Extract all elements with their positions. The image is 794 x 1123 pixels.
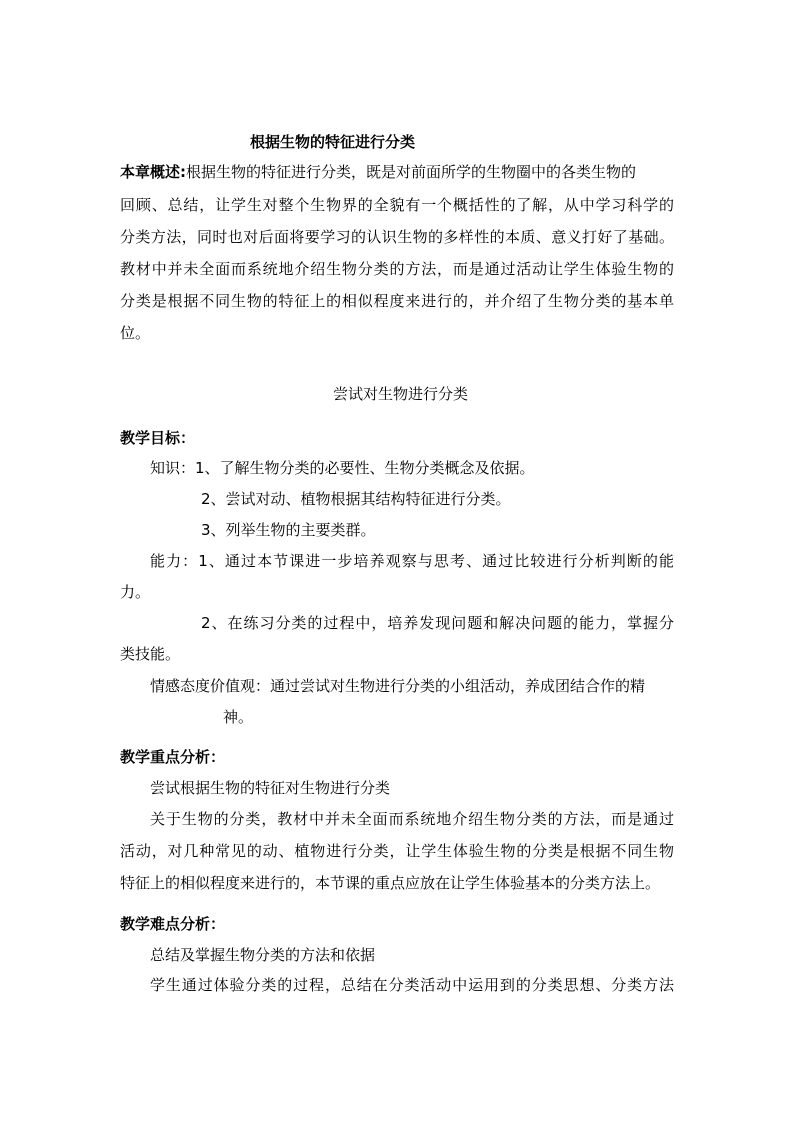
ability-line: 力。 (120, 583, 151, 601)
attitude-line: 情感态度价值观：通过尝试对生物进行分类的小组活动，养成团结合作的精 (150, 677, 646, 695)
overview-line: 分类方法，同时也对后面将要学习的认识生物的多样性的本质、意义打好了基础。 (120, 228, 674, 246)
key-points-line: 特征上的相似程度来进行的，本节课的重点应放在让学生体验基本的分类方法上。 (120, 874, 661, 892)
knowledge-line: 2、尝试对动、植物根据其结构特征进行分类。 (201, 490, 511, 508)
overview-line: 教材中并未全面而系统地介绍生物分类的方法，而是通过活动让学生体验生物的 (120, 260, 674, 278)
overview-line: 位。 (120, 324, 151, 342)
overview-line: 回顾、总结，让学生对整个生物界的全貌有一个概括性的了解，从中学习科学的 (120, 196, 674, 214)
difficulties-heading: 教学难点分析： (120, 915, 226, 933)
ability-line: 能力：1、通过本节课进一步培养观察与思考、通过比较进行分析判断的能 (150, 552, 674, 570)
key-points-line: 尝试根据生物的特征对生物进行分类 (150, 779, 391, 797)
doc-title: 根据生物的特征进行分类 (250, 133, 416, 151)
ability-line: 2、在练习分类的过程中，培养发现问题和解决问题的能力，掌握分 (201, 614, 674, 632)
difficulties-line: 学生通过体验分类的过程，总结在分类活动中运用到的分类思想、分类方法 (150, 976, 674, 994)
overview-line: 分类是根据不同生物的特征上的相似程度来进行的，并介绍了生物分类的基本单 (120, 292, 674, 310)
attitude-line: 神。 (223, 708, 254, 726)
overview-first-line (120, 157, 674, 187)
key-points-line: 活动，对几种常见的动、植物进行分类，让学生体验生物的分类是根据不同生物 (120, 842, 674, 860)
knowledge-line: 3、列举生物的主要类群。 (201, 521, 376, 539)
objectives-heading: 教学目标： (120, 429, 196, 447)
difficulties-line: 总结及掌握生物分类的方法和依据 (150, 946, 376, 964)
knowledge-line: 知识：1、了解生物分类的必要性、生物分类概念及依据。 (150, 459, 535, 477)
ability-line: 类技能。 (120, 645, 181, 663)
overview-label: 本章概述: (120, 163, 186, 181)
overview-text: 根据生物的特征进行分类，既是对前面所学的生物圈中的各类生物的 (186, 163, 637, 181)
section-title: 尝试对生物进行分类 (333, 385, 469, 403)
key-points-heading: 教学重点分析： (120, 748, 226, 766)
key-points-line: 关于生物的分类，教材中并未全面而系统地介绍生物分类的方法，而是通过 (150, 810, 674, 828)
